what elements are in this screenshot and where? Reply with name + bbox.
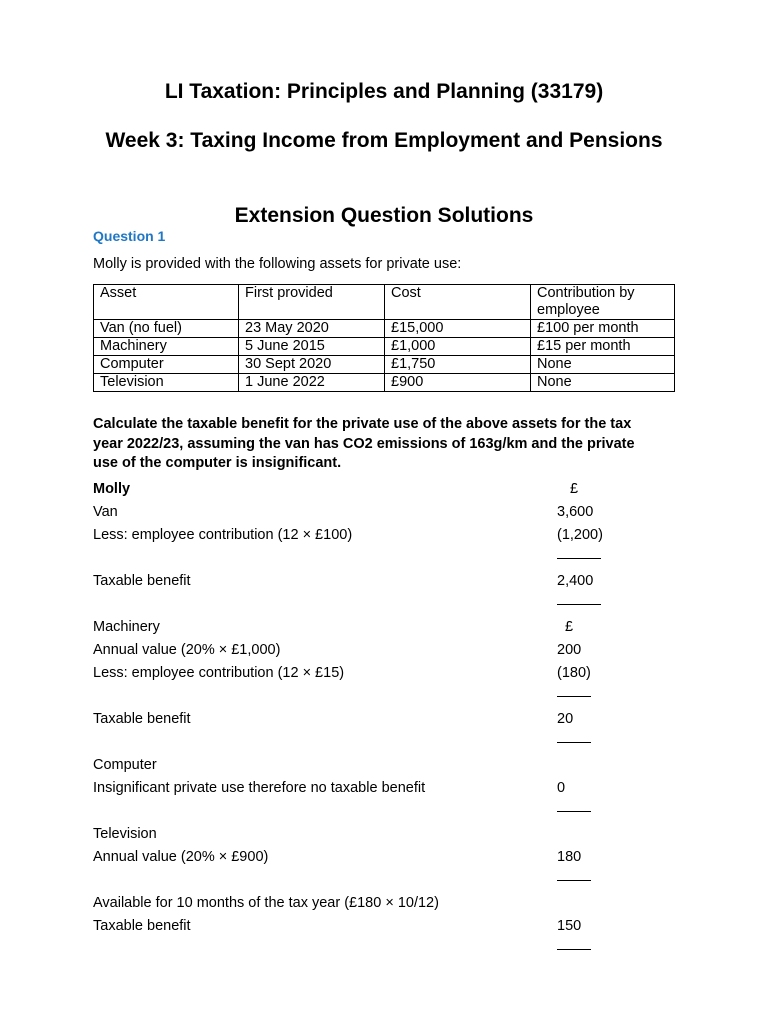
week-title: Week 3: Taxing Income from Employment and Pensions bbox=[105, 129, 663, 152]
van-amount: 3,600 bbox=[557, 504, 594, 520]
total-rule bbox=[557, 604, 601, 605]
table-cell: £100 per month bbox=[531, 320, 675, 338]
table-cell: £1,750 bbox=[385, 356, 531, 374]
table-cell: Computer bbox=[94, 356, 239, 374]
question-label: Question 1 bbox=[93, 228, 166, 244]
table-cell: £1,000 bbox=[385, 338, 531, 356]
van-label: Van bbox=[93, 504, 118, 520]
machinery-benefit-amount: 20 bbox=[557, 711, 574, 727]
table-cell: None bbox=[531, 374, 675, 392]
machinery-label: Machinery bbox=[93, 619, 160, 635]
machinery-annual-label: Annual value (20% × £1,000) bbox=[93, 642, 281, 658]
course-title: LI Taxation: Principles and Planning (33179) bbox=[164, 80, 604, 103]
header-cell: Contribution by employee bbox=[531, 285, 675, 320]
table-cell: Van (no fuel) bbox=[94, 320, 239, 338]
header-cell: Cost bbox=[385, 285, 531, 320]
machinery-annual-amount: 200 bbox=[557, 642, 582, 658]
subtotal-rule bbox=[557, 558, 601, 559]
solution-heading: Molly bbox=[93, 481, 131, 497]
subtotal-rule bbox=[557, 880, 591, 881]
table-cell: None bbox=[531, 356, 675, 374]
currency-label: £ bbox=[565, 619, 574, 635]
television-available-label: Available for 10 months of the tax year (£180 × 10/12) bbox=[93, 895, 439, 911]
table-cell: Machinery bbox=[94, 338, 239, 356]
currency-label: £ bbox=[570, 481, 579, 497]
television-label: Television bbox=[93, 826, 157, 842]
assets-table bbox=[93, 284, 675, 392]
table-cell: Television bbox=[94, 374, 239, 392]
table-row bbox=[94, 374, 675, 392]
table-row bbox=[94, 338, 675, 356]
table-cell: 5 June 2015 bbox=[239, 338, 385, 356]
table-cell: £15 per month bbox=[531, 338, 675, 356]
question-intro: Molly is provided with the following assets for private use: bbox=[93, 256, 462, 272]
machinery-contribution-amount: (180) bbox=[557, 665, 591, 681]
television-benefit-amount: 150 bbox=[557, 918, 582, 934]
computer-insignificant-label: Insignificant private use therefore no taxable benefit bbox=[93, 780, 426, 796]
total-rule bbox=[557, 949, 591, 950]
van-contribution-label: Less: employee contribution (12 × £100) bbox=[93, 527, 353, 543]
table-cell: 1 June 2022 bbox=[239, 374, 385, 392]
total-rule bbox=[557, 742, 591, 743]
van-contribution-amount: (1,200) bbox=[557, 527, 603, 543]
van-benefit-label: Taxable benefit bbox=[93, 573, 191, 589]
van-benefit-amount: 2,400 bbox=[557, 573, 594, 589]
total-rule bbox=[557, 811, 591, 812]
television-benefit-label: Taxable benefit bbox=[93, 918, 191, 934]
table-cell: £15,000 bbox=[385, 320, 531, 338]
computer-amount: 0 bbox=[557, 780, 566, 796]
subtotal-rule bbox=[557, 696, 591, 697]
television-annual-label: Annual value (20% × £900) bbox=[93, 849, 269, 865]
table-cell: 30 Sept 2020 bbox=[239, 356, 385, 374]
table-row bbox=[94, 356, 675, 374]
question-prompt: Calculate the taxable benefit for the private use of the above assets for the tax year 2022/23, assuming the van has CO2 emissions of 163g/km and the private use of the computer is insignificant. bbox=[93, 416, 635, 471]
machinery-benefit-label: Taxable benefit bbox=[93, 711, 191, 727]
table-cell: 23 May 2020 bbox=[239, 320, 385, 338]
table-cell: £900 bbox=[385, 374, 531, 392]
header-cell: First provided bbox=[239, 285, 385, 320]
table-header-row bbox=[94, 285, 675, 320]
section-title: Extension Question Solutions bbox=[234, 204, 534, 227]
television-annual-amount: 180 bbox=[557, 849, 582, 865]
table-row bbox=[94, 320, 675, 338]
header-cell: Asset bbox=[94, 285, 239, 320]
machinery-contribution-label: Less: employee contribution (12 × £15) bbox=[93, 665, 345, 681]
computer-label: Computer bbox=[93, 757, 157, 773]
